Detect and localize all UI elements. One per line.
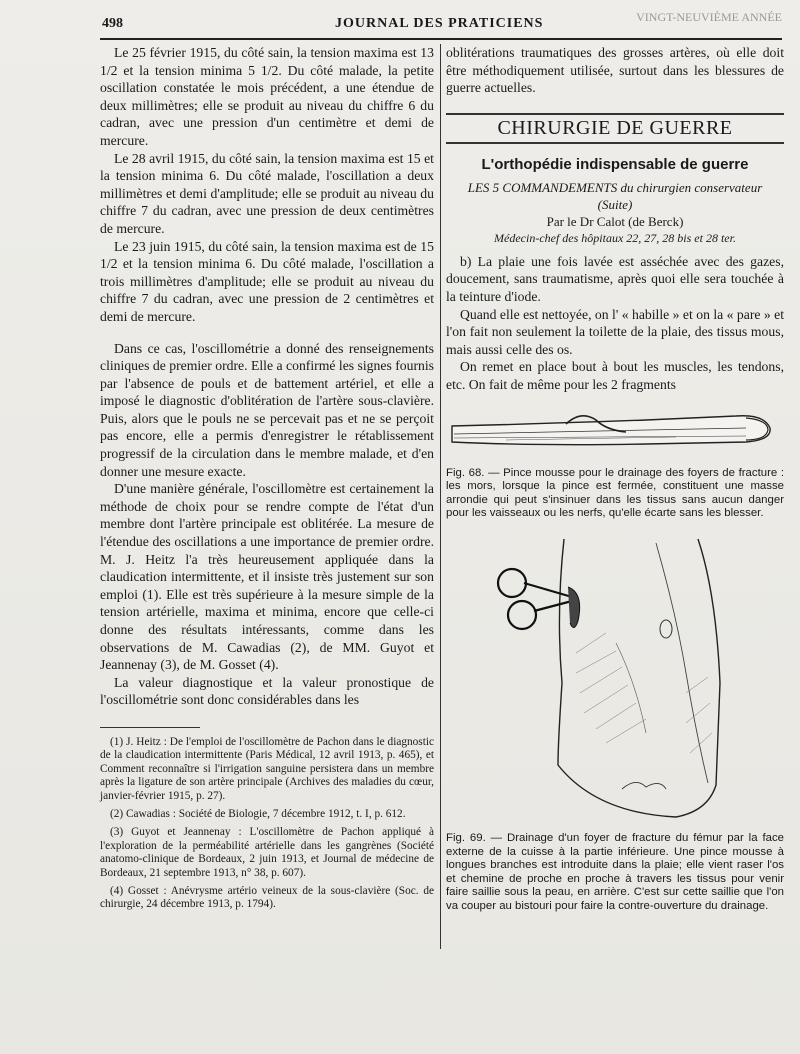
article-subtitle: LES 5 COMMANDEMENTS du chirurgien conservateur [467, 179, 763, 195]
author-line: Par le Dr Calot (de Berck) [546, 213, 684, 229]
footnote: (1) J. Heitz : De l'emploi de l'oscillomètre de Pachon dans le diagnostic de la claudication intermittente (Paris Médical, 12 avril 1913, p. 465), et Comment reconnaître si l'irrigation sanguine persistera dans un membre après la ligature de son artère principale (Archives des maladies du cœur, janvier-février 1915, p. 27). [100, 735, 434, 802]
footnote: (4) Gosset : Anévrysme artério veineux de la sous-clavière (Soc. de chirurgie, 24 décembre 1913, p. 1794). [100, 885, 434, 911]
header-bleed-text: VINGT-NEUVIÈME ANNÉE [636, 10, 782, 24]
figure-69-caption: Fig. 69. — Drainage d'un foyer de fracture du fémur par la face externe de la cuisse à la partie inférieure. Une pince mousse à longues branches est introduite dans la plaie; elle vient raser l'os et chemine de proche en proche à travers les tissus pour venir faire saillie sous la peau, en arrière. C'est sur cette saillie que l'on va couper au bistouri pour faire la contre-ouverture du drainage. [446, 831, 784, 912]
right-column [446, 44, 784, 913]
paragraph: On remet en place bout à bout les muscles, les tendons, etc. On fait de même pour les 2 fragments [446, 359, 784, 392]
paragraph: Le 28 avril 1915, du côté sain, la tension maxima est 15 et la tension minima 6. Du côté malade, l'oscillation a deux millimètres et demi d'amplitude; elle se produit au niveau du chiffre 7 du cadran, avec une pression de deux centimètres de mercure. [100, 150, 434, 236]
paragraph: b) La plaie une fois lavée est asséchée avec des gazes, doucement, sans traumatisme, après quoi elle sera touchée à la teinture d'iode. [446, 253, 784, 304]
forceps-illustration [446, 406, 784, 458]
paragraph: D'une manière générale, l'oscillomètre est certainement la méthode de choix pour se rendre compte de l'état d'un membre dont l'artère principale est oblitérée. La mesure de l'étendue des oscillations a une importance de premier ordre. M. J. Heitz l'a très heureusement appliquée dans la claudication intermittente, et il insiste très justement sur son emploi (1). Elle est très supérieure à la mesure simple de la tension artérielle, maxima et minima, encore que celle-ci donne des résultats intéressants, comme dans les observations de M. Cawadias (2), de MM. Guyot et Jeannenay (3), de M. Gosset (4). [100, 481, 434, 673]
paragraph: Dans ce cas, l'oscillométrie a donné des renseignements cliniques de premier ordre. Elle a confirmé les signes fournis par l'absence de pouls et de battement artériel, et elle a imposé le diagnostic d'oblitération de l'artère sous-clavière. Puis, alors que le pouls ne se percevait pas et ne se perçoit pas encore, elle a permis d'enregistrer le rétablissement progressif de la circulation dans le membre malade, et d'en donner une mesure exacte. [100, 340, 434, 479]
page-header [100, 8, 782, 40]
article-title: L'orthopédie indispensable de guerre [481, 155, 749, 173]
left-column [100, 44, 434, 917]
author-role: Médecin-chef des hôpitaux 22, 27, 28 bis et 28 ter. [494, 230, 736, 245]
footnote-separator [100, 727, 200, 728]
paragraph: La valeur diagnostique et la valeur pronostique de l'oscillométrie sont donc considérables dans les [100, 674, 434, 708]
paragraph: Le 23 juin 1915, du côté sain, la tension maxima est de 15 1/2 et la tension minima 6. Du côté malade, l'oscillation a trois millimètres d'amplitude; elle se produit au niveau du chiffre 7 du cadran, avec une pression de 2 centimètres et demi de mercure. [100, 238, 434, 324]
section-heading-box [446, 113, 784, 144]
footnote: (2) Cawadias : Société de Biologie, 7 décembre 1912, t. I, p. 612. [110, 808, 406, 820]
suite-label: (Suite) [597, 196, 633, 212]
paragraph: oblitérations traumatiques des grosses artères, où elle doit être méthodiquement utilisée, surtout dans les blessures de guerre actuelles. [446, 45, 784, 96]
journal-title: JOURNAL DES PRATICIENS [335, 16, 544, 31]
figure-68-caption: Fig. 68. — Pince mousse pour le drainage des foyers de fracture : les mors, lorsque la pince est fermée, constituent une masse arrondie qui peut s'insinuer dans les tissus sans aucun danger pour les vaisseaux ou les nerfs, qu'elle écarte sans les blesser. [446, 466, 784, 520]
paragraph: Le 25 février 1915, du côté sain, la tension maxima est 13 1/2 et la tension minima 5 1/2. Du côté malade, la petite oscillation constatée le mois précédent, a une étendue de deux millimètres; elle se produit au niveau du chiffre 6 du cadran, avec une pression d'un centimètre et demi de mercure. [100, 45, 434, 148]
thigh-drainage-illustration [446, 533, 784, 823]
section-title: CHIRURGIE DE GUERRE [497, 116, 733, 139]
column-divider [440, 44, 441, 949]
figure-68 [446, 406, 784, 463]
paragraph: Quand elle est nettoyée, on l' « habille » et on la « pare » et l'on fait non seulement la toilette de la plaie, des tissus mous, mais aussi celle des os. [446, 306, 785, 357]
footnote: (3) Guyot et Jeannenay : L'oscillomètre de Pachon appliqué à l'exploration de la perméabilité artérielle dans les gangrènes (Société anatomo-clinique de Bordeaux, 2 juin 1913, et Journal de médecine de Bordeaux, 21 septembre 1913, n° 38, p. 607). [100, 826, 434, 879]
page-number: 498 [102, 16, 123, 31]
figure-69 [446, 533, 784, 828]
